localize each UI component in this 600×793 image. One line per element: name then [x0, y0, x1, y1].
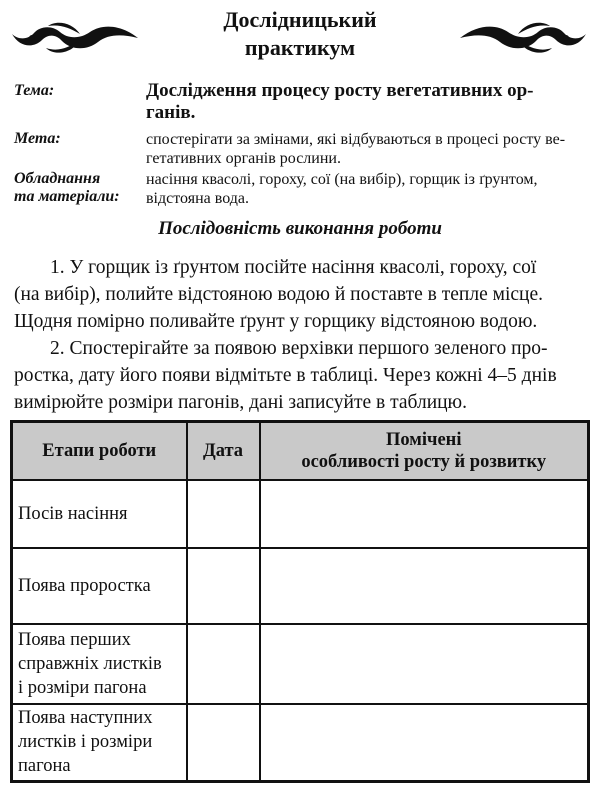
row-date-cell: [187, 548, 260, 624]
row-date-cell: [187, 704, 260, 782]
table-row: [12, 548, 589, 624]
row-date-cell: [187, 624, 260, 704]
row-features-cell: [260, 480, 589, 548]
table-row: [12, 704, 589, 782]
row-features-cell: [260, 624, 589, 704]
table-row: [12, 480, 589, 548]
row-date-cell: [187, 480, 260, 548]
step-1-paragraph: 1. У горщик із ґрунтом посійте насіння квасолі, гороху, сої (на вибір), полийте відстояною водою й поставте в тепле місце. Щодня помірно поливайте ґрунт у горщику відстояною водою.: [14, 257, 543, 332]
goal-label: Мета:: [14, 130, 61, 147]
goal-row: [14, 130, 589, 168]
row-stage-sprout: Поява проростка: [12, 548, 187, 624]
row-stage-first-leaves: Поява перших справжніх листків і розміри пагона: [12, 624, 187, 704]
header-date: Дата: [187, 422, 260, 480]
row-features-cell: [260, 704, 589, 782]
theme-value: Дослідження процесу росту вегетативних ор- ганів.: [146, 80, 534, 123]
goal-value: спостерігати за змінами, які відбуваються в процесі росту ве- гетативних органів рослини.: [146, 131, 566, 167]
row-stage-next-leaves: Поява наступних листків і розміри пагона: [12, 704, 187, 782]
ornament-left-icon: [10, 18, 140, 58]
row-stage-sowing: Посів насіння: [12, 480, 187, 548]
row-features-cell: [260, 548, 589, 624]
theme-label: Тема:: [14, 82, 55, 99]
step-2-paragraph: 2. Спостерігайте за появою верхівки першого зеленого про- ростка, дату його появи відмітьте в таблиці. Через кожні 4–5 днів вимірюйте розміри пагонів, дані записуйте в таблицю.: [14, 338, 557, 413]
equipment-value: насіння квасолі, гороху, сої (на вибір), горщик із ґрунтом, відстояна вода.: [146, 171, 538, 207]
section-title: Послідовність виконання роботи: [158, 218, 442, 239]
table-row: [12, 624, 589, 704]
equipment-row: [14, 170, 589, 210]
header-features: Помічені особливості росту й розвитку: [260, 422, 589, 480]
observation-table: [10, 420, 590, 783]
header: [0, 6, 600, 68]
header-stages: Етапи роботи: [12, 422, 187, 480]
table-header-row: [12, 422, 589, 480]
equipment-label: Обладнання та матеріали:: [14, 170, 120, 205]
page-title: Дослідницький практикум: [223, 7, 377, 60]
theme-row: [14, 80, 589, 126]
ornament-right-icon: [458, 18, 588, 58]
